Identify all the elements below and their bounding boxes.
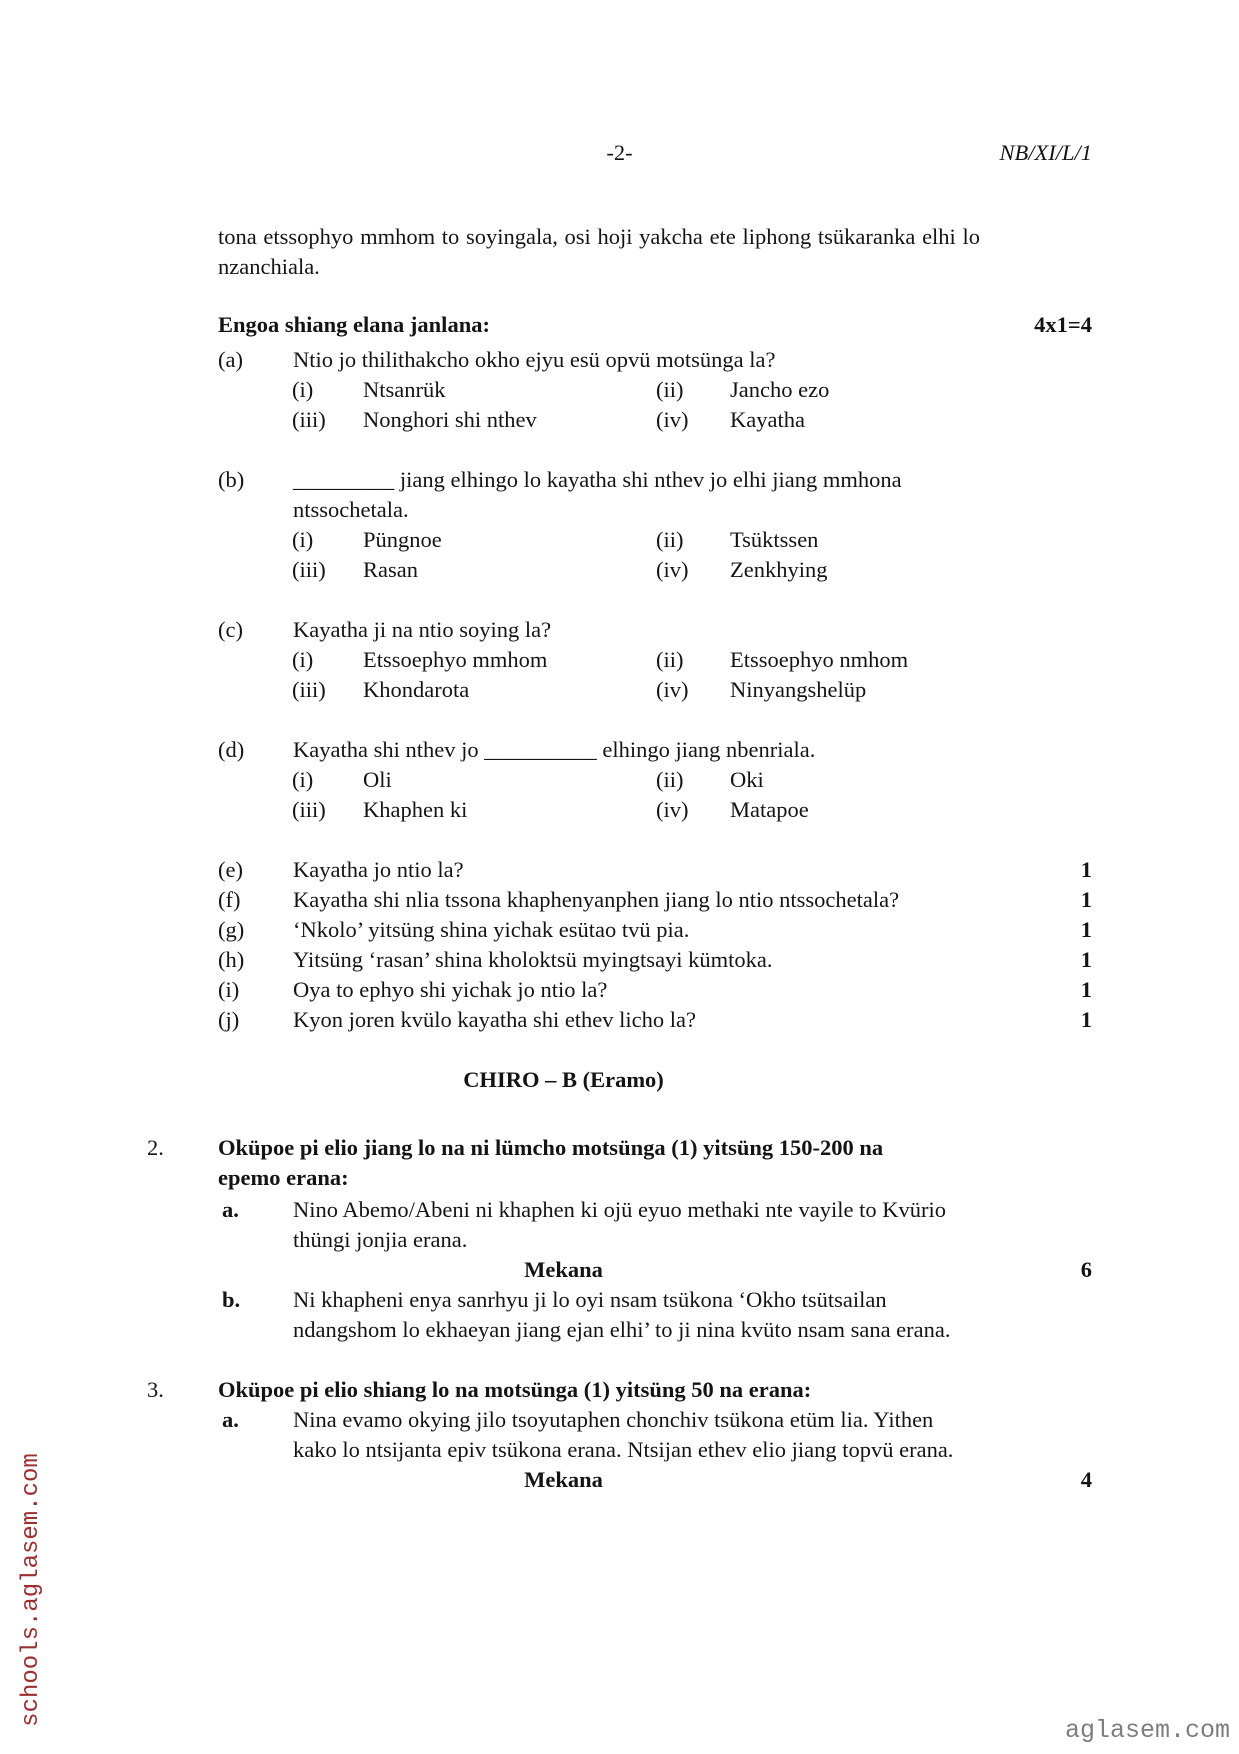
question-row <box>218 465 1239 525</box>
question-number: 2. <box>147 1135 164 1160</box>
option-text: Etssoephyo mmhom <box>363 647 548 672</box>
short-question-row <box>218 945 1092 975</box>
option-text: Kayatha <box>730 407 805 432</box>
question-text: _________ jiang elhingo lo kayatha shi nthev jo elhi jiang mmhona ntssochetala. <box>293 467 902 522</box>
question-text: Kayatha shi nthev jo __________ elhingo jiang nbenriala. <box>293 737 816 762</box>
marks-value: 1 <box>1080 887 1092 912</box>
option-label: (i) <box>292 377 314 402</box>
option-text: Khaphen ki <box>363 797 468 822</box>
option-text: Rasan <box>363 557 418 582</box>
question-row <box>218 735 1239 765</box>
option-label: (iv) <box>656 407 689 432</box>
section1-marks: 4x1=4 <box>1034 312 1092 337</box>
page-number: -2- <box>606 140 633 165</box>
short-question-row <box>218 855 1092 885</box>
marks-value: 1 <box>1080 1007 1092 1032</box>
question-text: Kyon joren kvülo kayatha shi ethev licho la? <box>293 1007 697 1032</box>
option-text: Nonghori shi nthev <box>363 407 537 432</box>
watermark-aglasem: aglasem.com <box>1064 1716 1230 1745</box>
option-label: (ii) <box>656 767 684 792</box>
question-label: (i) <box>218 977 240 1002</box>
section1-header <box>218 310 1092 340</box>
marks-value: 1 <box>1080 977 1092 1002</box>
option-text: Zenkhying <box>730 557 828 582</box>
question-label: (j) <box>218 1007 240 1032</box>
intro-paragraph: tona etssophyo mmhom to soyingala, osi hoji yakcha ete liphong tsükaranka elhi lo nzanchiala. <box>218 224 980 279</box>
option-label: (ii) <box>656 527 684 552</box>
question-text: Oküpoe pi elio shiang lo na motsünga (1) yitsüng 50 na erana: <box>218 1377 812 1402</box>
option-label: (i) <box>292 527 314 552</box>
short-question-row <box>218 885 1092 915</box>
marks-value: 6 <box>1080 1257 1092 1282</box>
question-label: (b) <box>218 467 245 492</box>
option-label: (ii) <box>656 377 684 402</box>
question-text: Kayatha jo ntio la? <box>293 857 464 882</box>
mekana-row <box>147 1255 1092 1285</box>
options-row <box>292 555 1239 585</box>
section-b-heading: CHIRO – B (Eramo) <box>463 1067 664 1092</box>
question-number: 3. <box>147 1377 164 1402</box>
option-text: Oli <box>363 767 392 792</box>
sub-question-label: b. <box>222 1287 241 1312</box>
option-label: (i) <box>292 647 314 672</box>
question-label: (e) <box>218 857 243 882</box>
sub-question-text: Nina evamo okying jilo tsoyutaphen chonchiv tsükona etüm lia. Yithen kako lo ntsijanta epiv tsükona erana. Ntsijan ethev elio jiang topvü erana. <box>293 1407 954 1462</box>
sub-question-text: Nino Abemo/Abeni ni khaphen ki ojü eyuo methaki nte vayile to Kvürio thüngi jonjia erana. <box>293 1197 947 1252</box>
question-label: (a) <box>218 347 243 372</box>
option-label: (i) <box>292 767 314 792</box>
question-text: Ntio jo thilithakcho okho ejyu esü opvü motsünga la? <box>293 347 776 372</box>
mcq-question-c <box>0 615 1239 705</box>
question-label: (d) <box>218 737 245 762</box>
option-text: Khondarota <box>363 677 470 702</box>
option-label: (iii) <box>292 797 326 822</box>
paper-code: NB/XI/L/1 <box>999 140 1092 165</box>
mekana-row <box>147 1465 1092 1495</box>
option-label: (iv) <box>656 677 689 702</box>
option-text: Jancho ezo <box>730 377 830 402</box>
option-label: (ii) <box>656 647 684 672</box>
question-3a <box>222 1405 1239 1465</box>
mekana-label: Mekana <box>524 1467 603 1492</box>
question-label: (h) <box>218 947 245 972</box>
option-text: Oki <box>730 767 764 792</box>
question-row <box>218 345 1239 375</box>
mcq-question-d <box>0 735 1239 825</box>
watermark-schools-aglasem: schools.aglasem.com <box>18 1453 45 1727</box>
sub-question-text: Ni khapheni enya sanrhyu ji lo oyi nsam tsükona ‘Okho tsütsailan ndangshom lo ekhaeyan jiang ejan elhi’ to ji nina kvüto nsam sana erana. <box>293 1287 951 1342</box>
option-text: Tsüktssen <box>730 527 819 552</box>
question-2 <box>147 1133 1239 1193</box>
option-text: Püngnoe <box>363 527 442 552</box>
question-row <box>218 615 1239 645</box>
option-label: (iii) <box>292 407 326 432</box>
short-questions <box>0 855 1239 1035</box>
option-label: (iv) <box>656 557 689 582</box>
option-text: Ninyangshelüp <box>730 677 867 702</box>
question-text: Kayatha ji na ntio soying la? <box>293 617 552 642</box>
sub-question-label: a. <box>222 1407 239 1432</box>
options-row <box>292 375 1239 405</box>
marks-value: 1 <box>1080 917 1092 942</box>
option-text: Matapoe <box>730 797 809 822</box>
section1-heading: Engoa shiang elana janlana: <box>218 312 490 337</box>
question-3 <box>147 1375 1239 1405</box>
option-text: Etssoephyo nmhom <box>730 647 909 672</box>
question-text: Yitsüng ‘rasan’ shina kholoktsü myingtsayi kümtoka. <box>293 947 773 972</box>
question-2a <box>222 1195 1239 1255</box>
marks-value: 4 <box>1080 1467 1092 1492</box>
question-text: ‘Nkolo’ yitsüng shina yichak esütao tvü pia. <box>293 917 690 942</box>
options-row <box>292 525 1239 555</box>
short-question-row <box>218 915 1092 945</box>
option-label: (iii) <box>292 557 326 582</box>
options-row <box>292 405 1239 435</box>
question-label: (f) <box>218 887 241 912</box>
marks-value: 1 <box>1080 857 1092 882</box>
mcq-question-a <box>0 345 1239 435</box>
question-text: Oya to ephyo shi yichak jo ntio la? <box>293 977 608 1002</box>
option-label: (iii) <box>292 677 326 702</box>
sub-question-label: a. <box>222 1197 239 1222</box>
question-label: (c) <box>218 617 243 642</box>
options-row <box>292 765 1239 795</box>
question-text: Oküpoe pi elio jiang lo na ni lümcho motsünga (1) yitsüng 150-200 na epemo erana: <box>218 1135 884 1190</box>
short-question-row <box>218 975 1092 1005</box>
question-text: Kayatha shi nlia tssona khaphenyanphen jiang lo ntio ntssochetala? <box>293 887 900 912</box>
options-row <box>292 645 1239 675</box>
option-text: Ntsanrük <box>363 377 446 402</box>
options-row <box>292 795 1239 825</box>
question-label: (g) <box>218 917 245 942</box>
option-label: (iv) <box>656 797 689 822</box>
mekana-label: Mekana <box>524 1257 603 1282</box>
marks-value: 1 <box>1080 947 1092 972</box>
question-2b <box>222 1285 1239 1345</box>
page-header <box>147 138 1092 168</box>
options-row <box>292 675 1239 705</box>
short-question-row <box>218 1005 1092 1035</box>
mcq-question-b <box>0 465 1239 585</box>
